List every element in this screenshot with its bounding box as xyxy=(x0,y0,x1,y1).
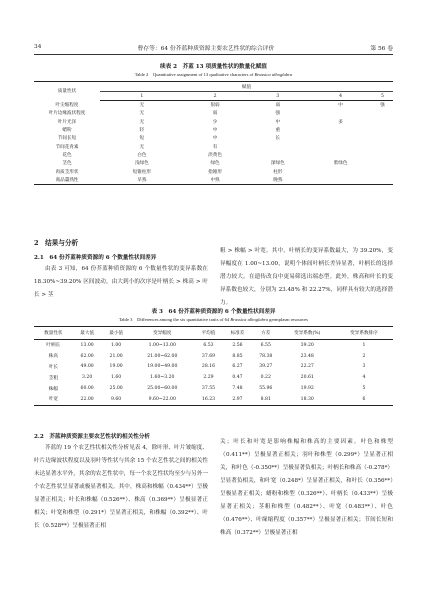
table-3-cell: 茎粗 xyxy=(48,375,58,381)
paragraph-2-1-left: 由表 3 可知，64 份芥蓝种质资源的 6 个数量性状的变异系数在 18.30%~39.20% 区间波动，由大到小的次序是叶柄长 > 株高 > 叶长 > 茎 xyxy=(34,266,208,298)
table-2-value-cell xyxy=(309,151,372,159)
table-2-value-cell: 强 xyxy=(380,103,385,109)
table-3-cell: 20.61 xyxy=(300,375,314,381)
table-2-value-cell: 淡黄色 xyxy=(208,152,222,158)
table-2-caption-cn: 续表 2 芥蓝 13 项质量性状的数量化赋值 xyxy=(159,64,268,70)
table-2-value-cell xyxy=(372,151,393,159)
table-3-cell: 8.81 xyxy=(260,396,271,402)
table-2-value-cell: 弱 xyxy=(275,103,281,109)
table-2-value-cell: 中 xyxy=(275,119,281,125)
table-2-value-cell xyxy=(309,134,372,142)
table-row xyxy=(34,109,393,117)
subsection-2-2-heading: 2.2 芥蓝种质资源主要农艺性状的相关性分析 xyxy=(34,434,151,440)
section-heading: 2 结果与分析 xyxy=(34,239,79,247)
table-2-trait-cell: 叶片光泽 xyxy=(57,119,77,125)
table-3-cell: 1.60~3.20 xyxy=(150,375,175,381)
table-3-column-header: 最小值 xyxy=(102,327,131,340)
table-2-value-cell xyxy=(372,142,393,150)
table-2-trait-cell: 蜡粉 xyxy=(62,128,72,134)
running-head xyxy=(34,42,393,52)
volume-label: 第 56 卷 xyxy=(370,45,393,52)
table-2-level-header: 2 xyxy=(184,92,247,101)
table-3-cell: 株高 xyxy=(48,354,58,360)
table-3-cell: 4 xyxy=(362,375,366,381)
table-2-value-cell xyxy=(309,109,372,117)
table-2-value-cell: 重 xyxy=(275,128,281,134)
table-2-value-cell: 无 xyxy=(139,111,145,117)
table-2-value-cell: 强 xyxy=(275,111,281,117)
paragraph-2-2-right: 关；叶长和叶宽是影响株幅和株高的主要因素。叶色和株型（0.411**）呈极显著正相关；羽叶和株型（0.299*）呈显著正相关，和叶色（-0.350**）呈极显著负相关；叶柄长和株高（-0.278*）呈显著负相关，和叶宽（0.248*）呈显著正相关，和叶长（0.356**）呈极显著正相关；蜡粉和株型（0.326**）、叶柄长（0.433**）呈极显著正相关；茎粗和株型（0.482**）、叶宽（0.483**）、叶色（0.476**）、叶缘缩程度（0.357**）呈极显著正相关；节间长短和株高（0.372**）呈极显著正相 xyxy=(220,439,393,536)
table-2-value-cell: 短锥柱形 xyxy=(132,169,152,175)
table-2-value-cell: 无 xyxy=(139,119,145,125)
table-3-column-header: 数量性状 xyxy=(34,327,73,340)
table-2-value-cell xyxy=(372,159,393,167)
table-row xyxy=(34,372,393,383)
table-3-cell: 1.00 xyxy=(111,342,122,348)
table-row xyxy=(34,340,393,351)
table-2-value-cell xyxy=(246,151,309,159)
table-2-value-cell: 指锤形 xyxy=(208,169,222,175)
table-2-value-cell xyxy=(372,134,393,142)
table-2-value-cell: 弱 xyxy=(212,111,218,117)
paragraph-2-1-right: 粗 > 株幅 > 叶宽。其中，叶柄长的变异系数最大，为 39.20%，变异幅度在 1.00~13.00，说明个体间叶柄长差异显著，叶柄长的选择潜力较大。在遗传改良中更易筛选出端态型。此外，株高和叶长的变异系数也较大，分别为 23.48% 和 22.27%，同样具有较大的选择潜力。 xyxy=(220,248,393,306)
table-3-cell: 25.00 xyxy=(109,386,123,392)
table-row xyxy=(34,351,393,362)
table-3-header-row xyxy=(34,327,393,340)
table-3-cell: 19.92 xyxy=(300,386,314,392)
table-2-body xyxy=(34,101,393,185)
table-3-cell: 16.23 xyxy=(201,396,216,402)
table-3-caption-en-suffix: germplasm resources xyxy=(268,317,309,322)
table-2-value-cell: 白色 xyxy=(137,152,147,158)
table-2-grid xyxy=(34,81,393,185)
table-3-cell: 叶宽 xyxy=(48,397,58,403)
table-3-cell: 62.00 xyxy=(80,353,94,359)
table-2-value-cell xyxy=(246,142,309,150)
table-3-cell: 6.55 xyxy=(260,342,271,348)
table-2-value-cell: 轻 xyxy=(139,128,145,134)
table-3-cell: 39.20 xyxy=(300,342,314,348)
table-2-value-cell: 中 xyxy=(338,103,343,109)
table-row xyxy=(34,383,393,394)
table-3-column-header: 方差 xyxy=(252,327,280,340)
text-column-left-1 xyxy=(34,253,208,302)
table-2-value-cell xyxy=(309,176,372,185)
table-2-value-cell: 长 xyxy=(275,136,281,142)
table-3-cell: 19.00 xyxy=(109,364,123,370)
table-2-level-header: 4 xyxy=(309,92,372,101)
table-row xyxy=(34,118,393,126)
table-3-caption-cn: 表 3 64 份芥蓝种质资源的 6 个数量性状间差异 xyxy=(151,309,276,315)
table-3-cell: 39.27 xyxy=(259,364,273,370)
table-2-value-cell xyxy=(309,142,372,150)
table-2-value-cell xyxy=(372,176,393,185)
table-row xyxy=(34,126,393,134)
table-2-trait-cell: 叶尖缩程度 xyxy=(55,102,79,108)
table-3-cell: 6.27 xyxy=(232,364,243,370)
table-2-value-cell: 少 xyxy=(212,119,218,125)
table-3-column-header: 变异幅度 xyxy=(131,327,194,340)
table-3-cell: 2 xyxy=(362,353,366,359)
table-2-value-cell xyxy=(372,126,393,134)
table-2-value-cell xyxy=(372,109,393,117)
table-3-grid xyxy=(34,326,393,406)
table-row xyxy=(34,167,393,175)
table-2-trait-cell: 花色 xyxy=(62,152,72,158)
table-2-value-cell: 早熟 xyxy=(137,177,147,183)
table-3-cell: 19.00~49.00 xyxy=(147,364,178,370)
table-3 xyxy=(34,307,393,406)
table-3-cell: 1.60 xyxy=(111,375,122,381)
table-2-value-cell: 绿色 xyxy=(210,161,220,167)
table-2-value-cell xyxy=(309,167,372,175)
table-3-column-header: 标准差 xyxy=(223,327,252,340)
subsection-2-1-heading: 2.1 64 份芥蓝种质资源的 6 个数量性状间差异 xyxy=(34,255,157,261)
table-3-cell: 28.16 xyxy=(201,364,216,370)
table-3-cell: 6.53 xyxy=(203,342,214,348)
table-3-cell: 22.00 xyxy=(80,396,94,402)
table-3-cell: 5 xyxy=(362,386,366,392)
table-3-cell: 37.55 xyxy=(201,386,216,392)
table-row xyxy=(34,176,393,185)
text-column-right-1 xyxy=(220,245,393,310)
table-2-trait-cell: 肉质茎形状 xyxy=(55,169,79,175)
table-2-value-cell: 中 xyxy=(212,128,218,134)
journal-title: 曹存等：64 份芥蓝种质资源主要农艺性状的综合评价 xyxy=(137,45,275,52)
table-2-value-cell xyxy=(309,126,372,134)
table-2-value-cell: 很弱 xyxy=(210,103,220,109)
table-row xyxy=(34,394,393,405)
table-3-cell: 2.56 xyxy=(232,342,243,348)
table-3-column-header: 变异系数排序 xyxy=(335,327,393,340)
table-3-cell: 21.00 xyxy=(109,353,123,359)
table-2-assign-header: 赋值 xyxy=(100,82,393,92)
table-row xyxy=(34,151,393,159)
table-2-caption-en xyxy=(34,72,393,78)
text-column-left-2 xyxy=(34,432,208,533)
table-3-cell: 49.00 xyxy=(80,364,94,370)
table-3-column-header: 变异系数(%) xyxy=(280,327,335,340)
paragraph-2-2-left: 芥蓝的 19 个农艺性状相关性分析见表 4，除叶形、叶片皱缩度、叶片边缘波状程度以及羽叶等性状与其余 15 个农艺性状之间的相关性未达显著水平外，其余的农艺性状中，每一个农艺性状均至少与另外一个农艺性状呈显著或极显著相关。其中，株高和株幅（0.434**）呈极显著正相关；叶长和株幅（0.526**）、株高（0.369**）呈极显著正相关；叶宽和株型（0.291*）呈显著正相关，和株幅（0.392**）、叶长（0.528**）呈极显著正相 xyxy=(34,445,208,529)
table-2-value-cell: 柱形 xyxy=(273,169,283,175)
table-3-cell: 株幅 xyxy=(48,386,58,392)
table-3-cell: 25.00~60.00 xyxy=(147,386,178,392)
table-3-cell: 3.20 xyxy=(82,375,93,381)
table-2 xyxy=(34,62,393,185)
table-2-trait-header: 质量性状 xyxy=(57,89,77,95)
table-3-caption-species: Brassica alboglabra xyxy=(230,317,269,322)
table-3-cell: 0.22 xyxy=(260,375,271,381)
table-3-cell: 3 xyxy=(362,364,366,370)
table-2-value-cell: 浅绿色 xyxy=(134,161,149,167)
table-3-cell: 1.00~13.00 xyxy=(148,342,176,348)
table-2-trait-cell: 商品薹熟性 xyxy=(55,177,79,183)
table-3-cell: 8.85 xyxy=(232,353,243,359)
header-rule xyxy=(34,54,393,55)
table-3-cell: 2.29 xyxy=(203,375,214,381)
table-2-value-cell xyxy=(372,167,393,175)
table-2-caption-species: Brassica alboglabra xyxy=(254,72,293,77)
table-2-value-cell: 中熟 xyxy=(210,177,220,183)
table-3-column-header: 平均值 xyxy=(194,327,223,340)
table-3-column-header: 最大值 xyxy=(73,327,102,340)
table-3-cell: 1 xyxy=(362,342,366,348)
page-number: 34 xyxy=(34,44,42,50)
table-row xyxy=(34,159,393,167)
table-3-cell: 60.00 xyxy=(80,386,94,392)
table-2-value-cell: 紫绿色 xyxy=(333,161,348,167)
table-3-cell: 6 xyxy=(362,396,366,402)
table-3-caption-en xyxy=(34,317,393,323)
table-3-cell: 叶柄长 xyxy=(46,343,61,349)
table-2-value-cell: 无 xyxy=(139,144,145,150)
table-3-cell: 22.27 xyxy=(300,364,314,370)
table-2-level-header: 3 xyxy=(246,92,309,101)
table-2-trait-cell: 节间花青素 xyxy=(55,144,79,150)
table-2-value-cell xyxy=(372,118,393,126)
table-row xyxy=(34,362,393,373)
table-2-value-cell: 深绿色 xyxy=(270,161,285,167)
table-2-value-cell: 中 xyxy=(212,136,218,142)
table-2-value-cell: 多 xyxy=(338,119,343,125)
table-2-level-header: 5 xyxy=(372,92,393,101)
table-3-cell: 18.30 xyxy=(300,396,314,402)
table-3-body xyxy=(34,340,393,406)
table-row xyxy=(34,134,393,142)
table-3-cell: 55.96 xyxy=(259,386,273,392)
table-2-trait-cell: 节间长短 xyxy=(57,136,77,142)
text-column-right-2 xyxy=(220,436,393,540)
table-row xyxy=(34,101,393,110)
table-2-trait-cell: 叶片边缘波状程度 xyxy=(48,111,86,117)
table-2-value-cell: 有 xyxy=(212,144,218,150)
table-3-cell: 37.69 xyxy=(201,353,216,359)
table-2-value-cell: 晚熟 xyxy=(273,177,283,183)
table-2-trait-cell: 茎色 xyxy=(62,161,72,167)
table-3-cell: 23.48 xyxy=(300,353,314,359)
table-row xyxy=(34,142,393,150)
table-3-cell: 0.47 xyxy=(232,375,243,381)
table-3-caption-en-text: Table 3 Differences among the six quantitative traits of 64 xyxy=(118,317,231,322)
table-2-level-header: 1 xyxy=(100,92,184,101)
table-2-value-cell: 短 xyxy=(139,136,145,142)
table-3-cell: 21.00~62.00 xyxy=(147,353,178,359)
table-3-cell: 9.60~22.00 xyxy=(148,396,176,402)
table-3-cell: 2.97 xyxy=(232,396,243,402)
table-2-value-cell: 无 xyxy=(139,103,145,109)
table-3-cell: 78.38 xyxy=(259,353,273,359)
table-3-cell: 9.60 xyxy=(111,396,122,402)
table-3-cell: 13.00 xyxy=(80,342,94,348)
table-3-cell: 7.48 xyxy=(232,386,243,392)
table-3-cell: 叶长 xyxy=(48,364,58,370)
table-2-caption-en-text: Table 2 Quantitative assignment of 13 qualitative characters of xyxy=(134,72,255,77)
